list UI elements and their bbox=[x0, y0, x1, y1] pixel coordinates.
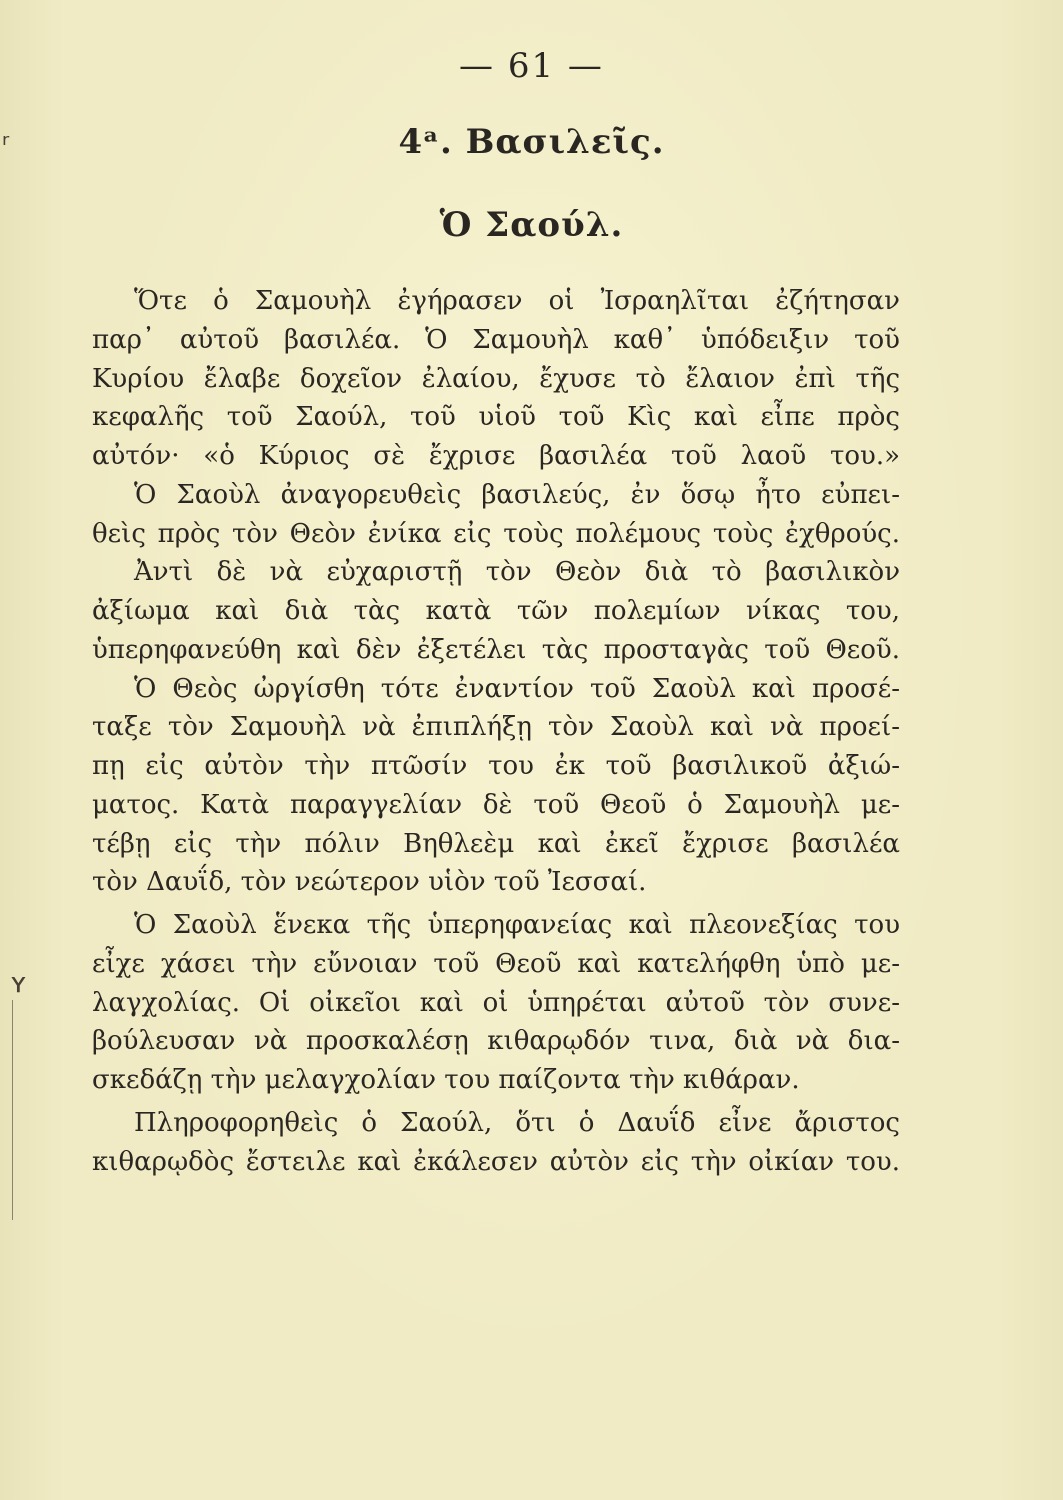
text-line: Ὁ Σαοὺλ ἀναγορευθεὶς βασιλεύς, ἐν ὅσῳ ἦτο εὐπει- bbox=[134, 479, 900, 510]
section-heading: 4ᵃ. Βασιλεῖς. bbox=[398, 122, 665, 162]
text-line: ἀξίωμα καὶ διὰ τὰς κατὰ τῶν πολεμίων νίκας του, bbox=[92, 596, 900, 626]
text-line: ταξε τὸν Σαμουὴλ νὰ ἐπιπλήξῃ τὸν Σαοὺλ καὶ νὰ προεί- bbox=[92, 712, 900, 743]
paragraph-2 bbox=[92, 476, 900, 554]
margin-mark-top: ʳ bbox=[2, 128, 10, 161]
text-line: κιθαρῳδὸς ἔστειλε καὶ ἐκάλεσεν αὐτὸν εἰς τὴν οἰκίαν του. bbox=[92, 1146, 900, 1177]
margin-rule bbox=[12, 1000, 13, 1220]
text-line: αὐτόν· «ὁ Κύριος σὲ ἔχρισε βασιλέα τοῦ λαοῦ του.» bbox=[92, 441, 900, 471]
text-line: σκεδάζῃ τὴν μελαγχολίαν του παίζοντα τὴν κιθάραν. bbox=[92, 1065, 800, 1095]
paragraph-4 bbox=[92, 670, 900, 903]
text-line: εἶχε χάσει τὴν εὔνοιαν τοῦ Θεοῦ καὶ κατελήφθη ὑπὸ με- bbox=[92, 948, 900, 979]
text-line: λαγχολίας. Οἱ οἰκεῖοι καὶ οἱ ὑπηρέται αὐτοῦ τὸν συνε- bbox=[92, 987, 900, 1018]
text-line: Ἀντὶ δὲ νὰ εὐχαριστῇ τὸν Θεὸν διὰ τὸ βασιλικὸν bbox=[134, 557, 900, 588]
body-text bbox=[92, 282, 900, 1181]
paragraph-5 bbox=[92, 906, 900, 1100]
text-line: Κυρίου ἔλαβε δοχεῖον ἐλαίου, ἔχυσε τὸ ἔλαιον ἐπὶ τῆς bbox=[92, 363, 900, 394]
text-line: ὑπερηφανεύθη καὶ δὲν ἐξετέλει τὰς προσταγὰς τοῦ Θεοῦ. bbox=[92, 634, 900, 665]
paragraph-3 bbox=[92, 553, 900, 669]
paragraph-6 bbox=[92, 1104, 900, 1182]
margin-mark-middle: ʏ bbox=[10, 966, 28, 999]
text-line: Ὁ Σαοὺλ ἕνεκα τῆς ὑπερηφανείας καὶ πλεονεξίας του bbox=[134, 910, 900, 940]
text-line: κεφαλῆς τοῦ Σαούλ, τοῦ υἱοῦ τοῦ Κὶς καὶ εἶπε πρὸς bbox=[92, 402, 900, 433]
text-line: παρ᾽ αὐτοῦ βασιλέα. Ὁ Σαμουὴλ καθ᾽ ὑπόδειξιν τοῦ bbox=[92, 324, 900, 355]
paragraph-1 bbox=[92, 282, 900, 476]
chapter-title: Ὁ Σαούλ. bbox=[439, 205, 624, 245]
text-line: ματος. Κατὰ παραγγελίαν δὲ τοῦ Θεοῦ ὁ Σαμουὴλ με- bbox=[92, 789, 900, 820]
text-line: πῃ εἰς αὐτὸν τὴν πτῶσίν του ἐκ τοῦ βασιλικοῦ ἀξιώ- bbox=[92, 751, 900, 781]
text-line: Πληροφορηθεὶς ὁ Σαούλ, ὅτι ὁ Δαυΐδ εἶνε ἄριστος bbox=[134, 1107, 900, 1138]
text-line: θεὶς πρὸς τὸν Θεὸν ἐνίκα εἰς τοὺς πολέμους τοὺς ἐχθρούς. bbox=[92, 518, 900, 549]
text-line: τὸν Δαυΐδ, τὸν νεώτερον υἱὸν τοῦ Ἰεσσαί. bbox=[92, 867, 647, 898]
text-line: βούλευσαν νὰ προσκαλέσῃ κιθαρῳδόν τινα, διὰ νὰ δια- bbox=[92, 1026, 900, 1057]
text-line: Ὁ Θεὸς ὠργίσθη τότε ἐναντίον τοῦ Σαοὺλ καὶ προσέ- bbox=[134, 673, 900, 704]
text-line: Ὅτε ὁ Σαμουὴλ ἐγήρασεν οἱ Ἰσραηλῖται ἐζήτησαν bbox=[134, 286, 900, 316]
text-line: τέβῃ εἰς τὴν πόλιν Βηθλεὲμ καὶ ἐκεῖ ἔχρισε βασιλέα bbox=[92, 828, 900, 859]
page-number: — 61 — bbox=[459, 46, 604, 86]
